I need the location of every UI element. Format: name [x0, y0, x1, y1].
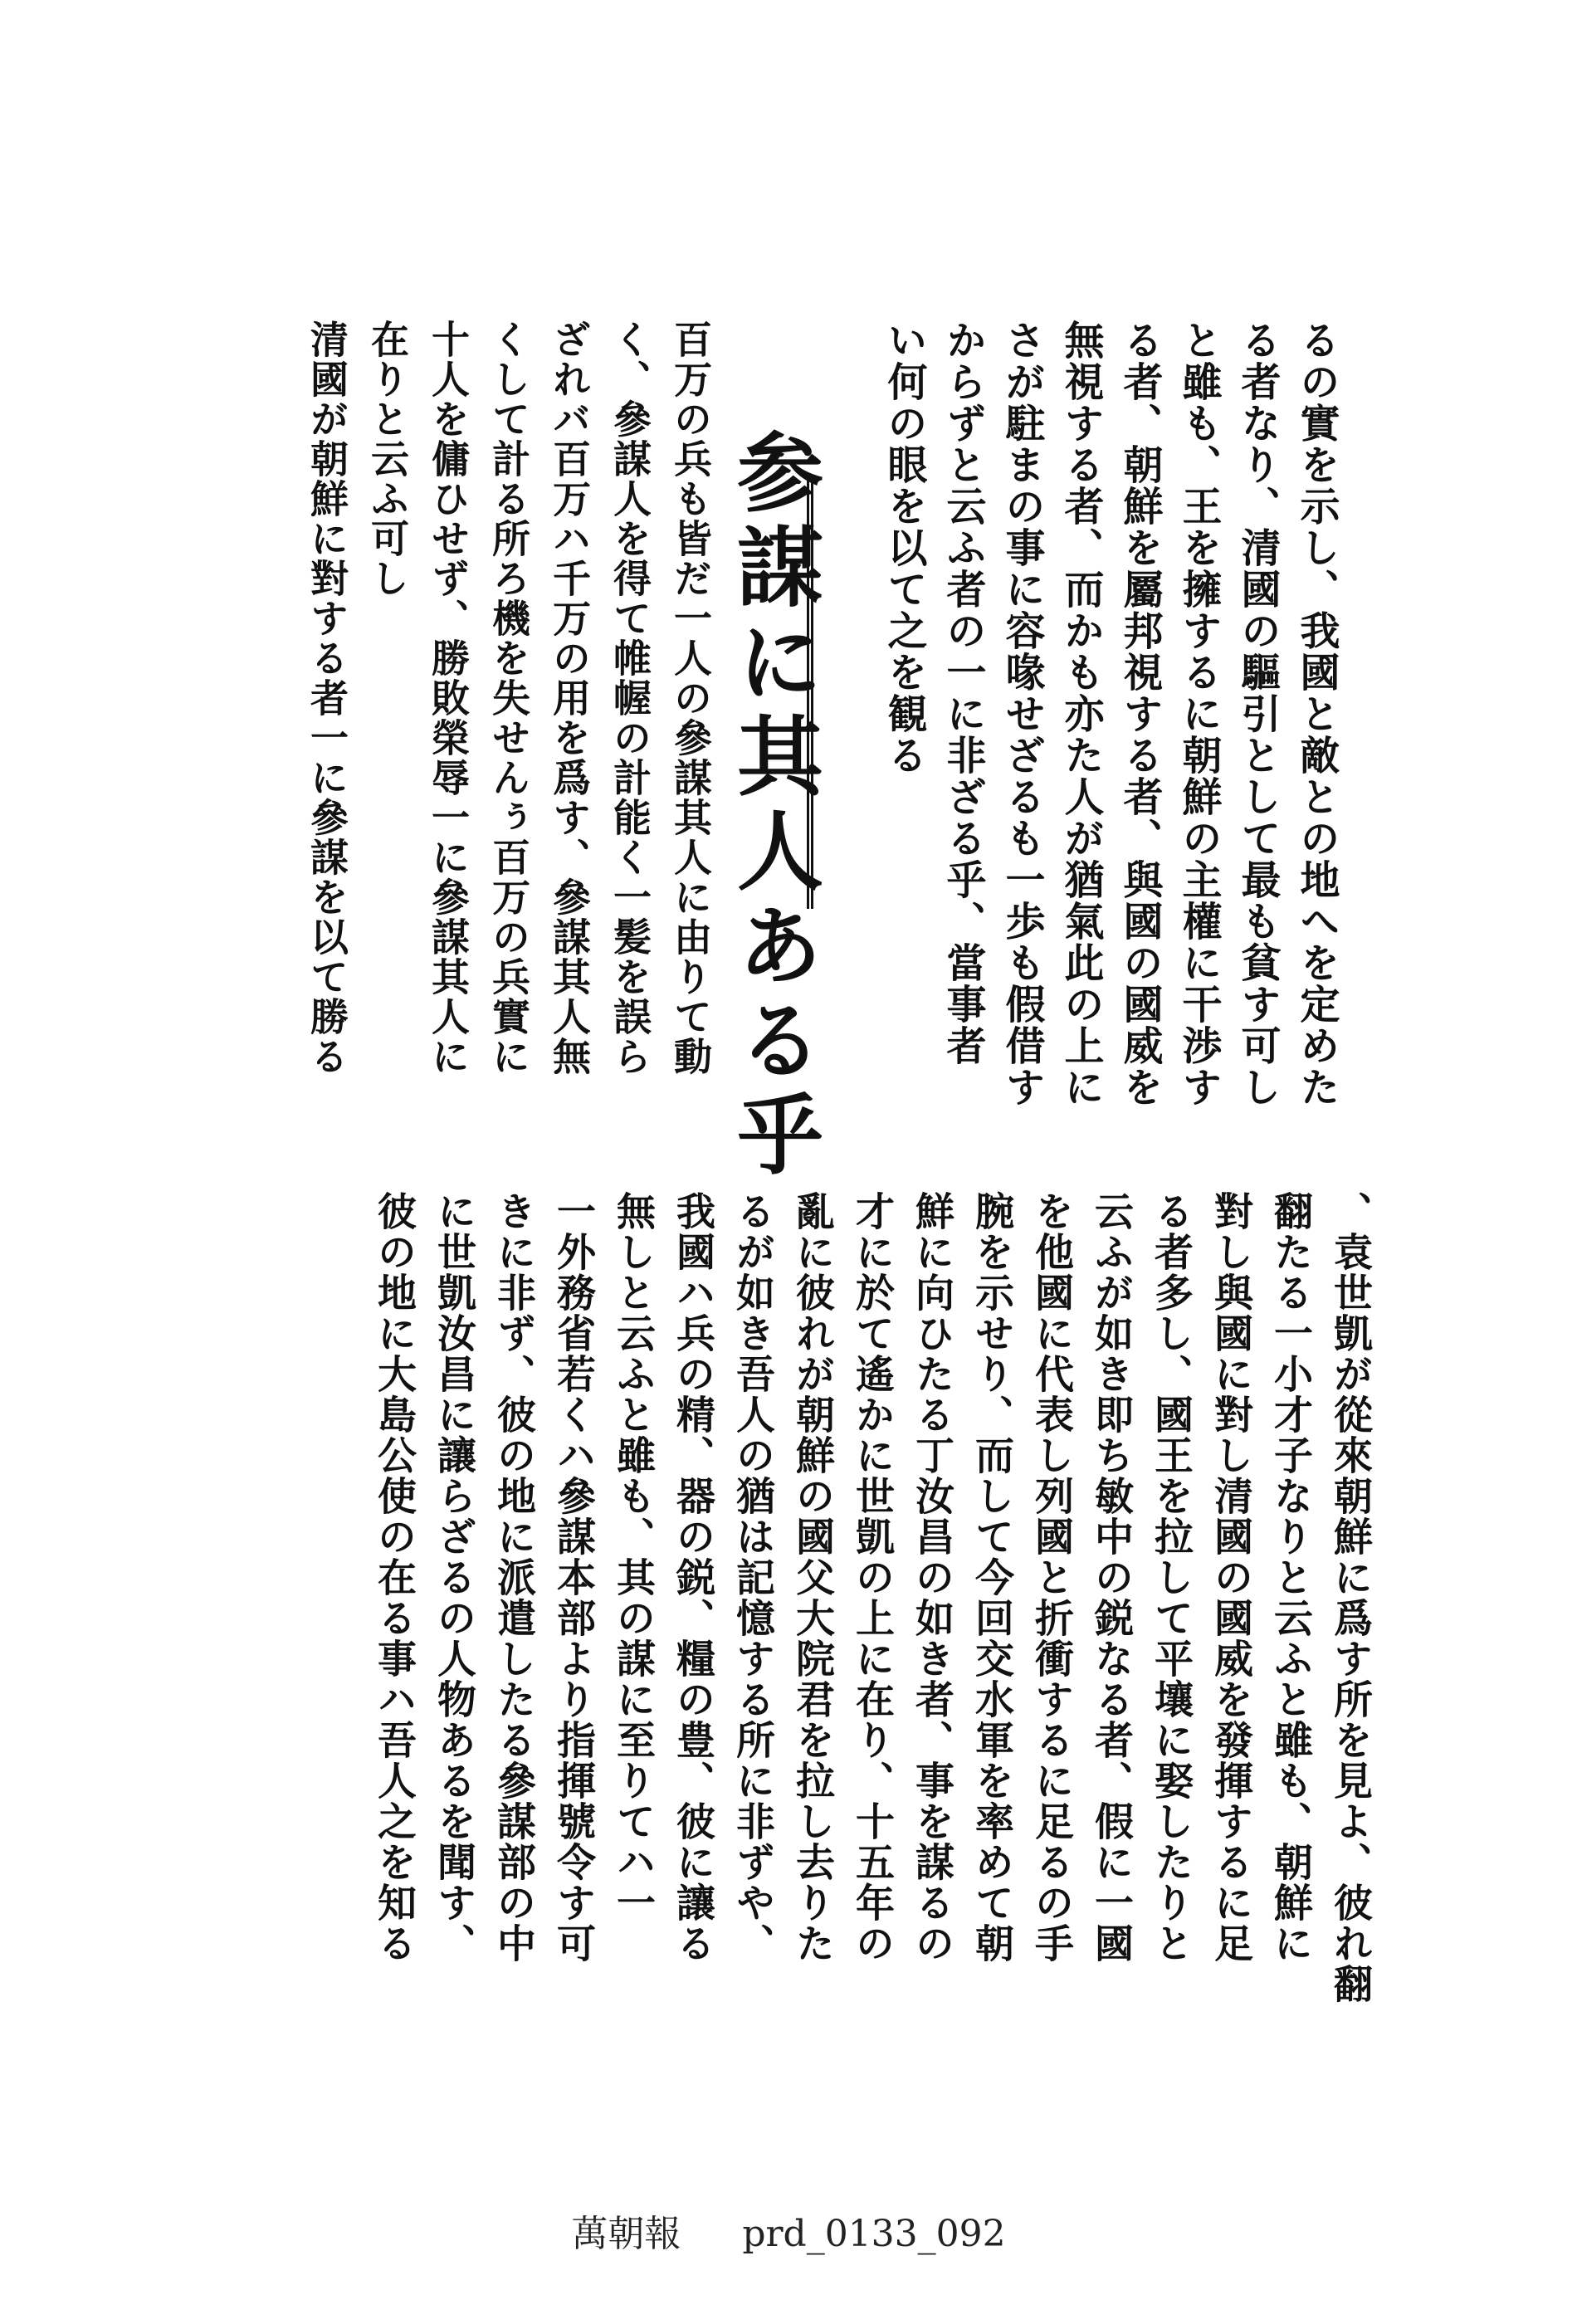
bottom-column: 我國ハ兵の精、器の鋭、糧の豊、彼に讓る — [670, 1191, 715, 1964]
bottom-column: 才に於て遙かに世凱の上に在り、十五年の — [849, 1191, 895, 1964]
top-left-article-block — [195, 320, 713, 1133]
bottom-column: を他國に代表し列國と折衝するに足るの手 — [1028, 1191, 1074, 1964]
bottom-column: 彼の地に大島公使の在る事ハ吾人之を知る — [371, 1191, 417, 1964]
footer-code: prd_0133_092 — [742, 2213, 1006, 2255]
bottom-column: 鮮に向ひたる丁汝昌の如き者、事を謀るの — [909, 1191, 954, 1964]
top-left-column: くして計る所ろ機を失せんぅ百万の兵實に — [486, 320, 531, 1077]
top-right-column: と雖も、王を擁するに朝鮮の主權に干渉す — [1175, 320, 1222, 1108]
top-left-column: ざれバ百万ハ千万の用を爲す、參謀其人無 — [547, 320, 592, 1077]
bottom-column: る者多し、國王を拉して平壤に娶したりと — [1148, 1191, 1194, 1964]
top-right-column: からずと云ふ者の一に非ざる乎、當事者 — [940, 320, 986, 1067]
bottom-column: るが如き吾人の猶は記憶する所に非ずや、 — [730, 1191, 775, 1964]
top-right-article-block — [830, 320, 1340, 1133]
bottom-column: 對し與國に對し清國の國威を發揮するに足 — [1208, 1191, 1253, 1964]
top-right-column: る者、朝鮮を屬邦視する者、與國の國威を — [1116, 320, 1163, 1108]
bottom-column: きに非ず、彼の地に派遣したる參謀部の中 — [491, 1191, 536, 1964]
top-right-column: る者なり、清國の驅引として最も貧す可し — [1234, 320, 1281, 1108]
top-left-column: く、參謀人を得て帷幄の計能く一髪を誤ら — [608, 320, 652, 1077]
top-right-column: さが駐まの事に容喙せざるも一歩も假借す — [998, 320, 1045, 1108]
bottom-column: 亂に彼れが朝鮮の國父大院君を拉し去りた — [789, 1191, 835, 1964]
bottom-column: 一外務省若くハ參謀本部より指揮號令す可 — [550, 1191, 596, 1964]
bottom-column: 腕を示せり、而して今回交水軍を率めて朝 — [969, 1191, 1014, 1964]
top-right-column: るの實を示し、我國と敵との地へを定めた — [1293, 320, 1340, 1108]
top-left-column: 在りと云ふ可し — [365, 320, 410, 598]
top-left-column: 清國が朝鮮に對する者一に參謀を以て勝る — [305, 320, 349, 1077]
top-left-column: 十人を傭ひせず、勝敗榮辱一に參謀其人に — [426, 320, 471, 1077]
top-right-column: い何の眼を以て之を観る — [881, 320, 927, 776]
bottom-column: に世凱汝昌に讓らざるの人物あるを聞す、 — [431, 1191, 476, 1964]
page-footer — [0, 2204, 1577, 2257]
bottom-column: 翻たる一小才子なりと云ふと雖も、朝鮮に — [1267, 1191, 1313, 1964]
bottom-column: 、袁世凱が從來朝鮮に爲す所を見よ、彼れ翻 — [1327, 1191, 1373, 2004]
bottom-article-block — [187, 1191, 1373, 2054]
bottom-column: 無しと云ふと雖も、其の謀に至りてハ一 — [610, 1191, 656, 1923]
footer-publication: 萬朝報 — [571, 2213, 681, 2255]
top-right-column: 無視する者、而かも亦た人が猶氣此の上に — [1057, 320, 1104, 1108]
top-left-column: 百万の兵も皆だ一人の參謀其人に由りて動 — [668, 320, 713, 1077]
article-headline: 参謀に其人ある乎 — [722, 427, 824, 1184]
bottom-column: 云ふが如き即ち敏中の鋭なる者、假に一國 — [1088, 1191, 1134, 1964]
